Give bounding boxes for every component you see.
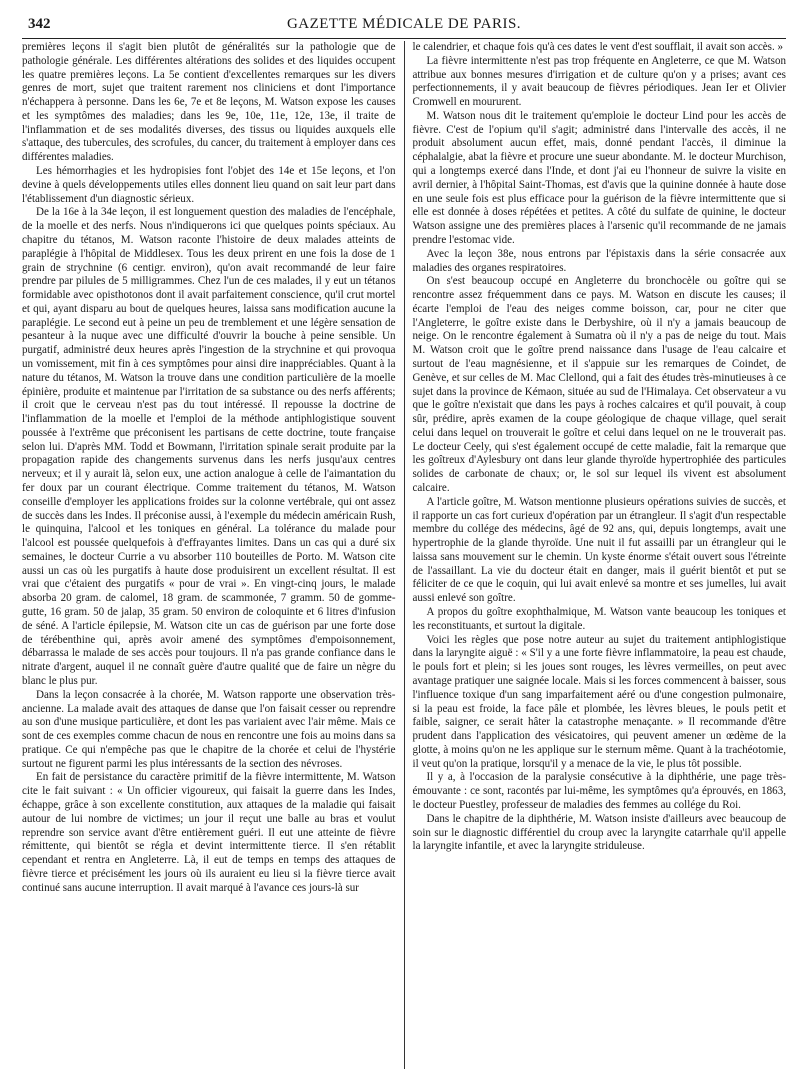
paragraph: Dans la leçon consacrée à la chorée, M. Watson rapporte une observation très-ancienne. La malade avait des attaques de danse que l'on faisait cesser ou reprendre au son d'une musique particulière, et dont les pas variaient avec l'air même. Mais ce sont de ces exemples comme chacun de nous en rencontre une fois au moins dans sa pratique. Ce qui n'empêche pas que le chapitre de la chorée et celui de l'hystérie surtout ne figurent parmi les plus intéressants de la section des névroses. — [22, 688, 396, 770]
paragraph: Avec la leçon 38e, nous entrons par l'épistaxis dans la série consacrée aux maladies des organes respiratoires. — [412, 247, 786, 274]
page-number: 342 — [28, 16, 51, 32]
paragraph: La fièvre intermittente n'est pas trop fréquente en Angleterre, ce que M. Watson attribue aux bonnes mesures d'irrigation et de culture qu'on y a prises; avant ces perfectionnements, il y avait beaucoup de fièvres périodiques. Jean Ier et Olivier Cromwell en moururent. — [412, 54, 786, 109]
left-column — [22, 41, 404, 1069]
paragraph: Dans le chapitre de la diphthérie, M. Watson insiste d'ailleurs avec beaucoup de soin sur le diagnostic différentiel du croup avec la laryngite catarrhale qu'il appelle la laryngite infantile, et avec la laryngite striduleuse. — [412, 812, 786, 853]
paragraph: le calendrier, et chaque fois qu'à ces dates le vent d'est soufflait, il avait son accès. » — [412, 41, 784, 53]
paragraph: En fait de persistance du caractère primitif de la fièvre intermittente, M. Watson cite le fait suivant : « Un officier vigoureux, qui faisait la guerre dans les Indes, échappe, grâce à son excellente constitution, aux attaques de la maladie qui faisait autour de lui nombre de victimes; un jour il reçut une balle au bras et voulut reprendre son service avant d'être entièrement guéri. Il eut une atteinte de fièvre rémittente, qui bientôt se régla et devint intermittente tierce. Il s'en rétablit cependant et rentra en Angleterre. Là, il eut de temps en temps des attaques de fièvre tierce et précisément les jours où ils auraient eu lieu si la fièvre tierce avait continué sans aucune interruption. Il avait marqué à l'avance ces jours-là sur — [22, 771, 396, 894]
running-title: GAZETTE MÉDICALE DE PARIS. — [286, 16, 522, 32]
paragraph: premières leçons il s'agit bien plutôt de généralités sur la pathologie que de pathologie générale. Les différentes altérations des solides et des liquides occupent les quatre premières leçons. La 5e contient d'excellentes remarques sur les divers genres de mort, sujet que traitent rarement nos cliniciens et dont l'importance n'échappera à personne. Dans les 6e, 7e et 8e leçons, M. Watson expose les causes et les symptômes des maladies; dans les 9e, 10e, 11e, 12e, 13e, il traite de l'inflammation et de ses modalités diverses, des tissus ou liquides auxquels elle s'attaque, des tubercules, des scrofules, du cancer, du traitement à employer dans ces différentes maladies. — [22, 41, 396, 164]
right-column — [405, 41, 787, 1069]
paragraph: Voici les règles que pose notre auteur au sujet du traitement antiphlogistique dans la laryngite aiguë : « S'il y a une forte fièvre inflammatoire, la peau est chaude, le pouls fort et plein; si les joues sont rouges, les lèvres vermeilles, on peut avec avantage pratiquer une saignée locale. Mais si les forces commencent à baisser, sous l'influence toxique d'un sang imparfaitement aéré ou d'une congestion pulmonaire, si la peau est froide, la face pâle et plombée, les lèvres bleues, le pouls petit et faible, saigner, ce serait hâter la catastrophe menaçante. » Il recommande d'être prudent dans l'application des vésicatoires, qui peuvent amener un œdème de la glotte, à moins qu'on ne les applique sur le sternum même. Quant à la trachéotomie, il veut qu'on la pratique, lorsqu'il y a menace de la vie, le plus tôt possible. — [412, 633, 786, 770]
paragraph: A propos du goître exophthalmique, M. Watson vante beaucoup les toniques et les reconstituants, et surtout la digitale. — [412, 606, 786, 632]
paragraph: Il y a, à l'occasion de la paralysie consécutive à la diphthérie, une page très-émouvante : ce sont, racontés par lui-même, les symptômes qu'a éprouvés, en 1863, le docteur Puestley, professeur de maladies des femmes au collége du Roi. — [412, 771, 786, 811]
paragraph: A l'article goître, M. Watson mentionne plusieurs opérations suivies de succès, et il rapporte un cas fort curieux d'opération par un étrangleur. Il s'agit d'un respectable membre du collége des médecins, âgé de 92 ans, qui, depuis longtemps, avait une hypertrophie de la glande thyroïde. Une nuit il fut assailli par un étrangleur qui le laissa sans mouvement sur le chemin. Un kyste énorme s'était ouvert sous l'étreinte de l'assaillant. La vie du docteur était en danger, mais il guérit bientôt et put se féliciter de ce que le coquin, qui lui avait enlevé sa montre et ses jumelles, lui avait aussi enlevé son goître. — [412, 495, 786, 605]
article-columns — [22, 41, 786, 1069]
paragraph: De la 16e à la 34e leçon, il est longuement question des maladies de l'encéphale, de la moelle et des nerfs. Nous n'indiquerons ici que quelques points spéciaux. Au chapitre du tétanos, M. Watson raconte l'histoire de deux malades atteints de paraplégie à l'hôpital de Middlesex. Tous les deux prirent en une fois la dose de 1 grain de strychnine (6 centigr. environ), qu'on avait recommandé de leur faire prendre par pilules de 5 milligrammes. Chez l'un de ces malades, il y eut un tétanos formidable avec opisthotonos dont il avait parfaitement conscience, qu'il crut mortel et qui, ayant disparu au bout de quelques heures, laissa sans modification aucune la paraplégie. Le second eut à peine un peu de tremblement et une légère sensation de pesanteur à la nuque avec une difficulté d'ouvrir la bouche à peine sensible. Un purgatif, administré deux heures après l'ingestion de la strychnine et qui provoqua un vomissement, mit fin à ces symptômes pour ainsi dire inappréciables. Quant à la nature du tétanos, M. Watson la trouve dans une condition particulière de la moelle épinière, produite et maintenue par l'irritation de sa substance ou des nerfs afférents; il croit que le cerveau n'est pas du tout intéressé. Il repousse la doctrine de l'inflammation de la moelle et l'emploi de la méthode antiphlogistique souvent poussée à l'extrême que préconisent les partisans de cette doctrine, toute française selon lui. D'après MM. Todd et Bowmann, l'irritation spinale serait produite par la propagation rapide des changements survenus dans les nerfs jusqu'aux centres nerveux; et il y aurait là, selon eux, une action analogue à celle de l'aimantation du fer doux par un courant électrique. Comme traitement du tétanos, M. Watson conseille d'employer les applications froides sur la colonne vertébrale, qui ont assez de succès dans les Indes. Il préconise aussi, à l'exemple du médecin américain Rush, le quinquina, l'alcool et les toniques en général. La tolérance du malade pour l'alcool est poussée quelquefois à d'effrayantes limites. Dans un cas qui a duré six semaines, le docteur Currie a vu absorber 110 bouteilles de Porto. M. Watson cite aussi un cas où les purgatifs à haute dose produisirent un excellent résultat. Il est vrai que c'étaient des purgatifs « pour de vrai ». En vingt-cinq jours, le malade absorba 20 gram. de calomel, 18 gram. de scammonée, 7 gramm. 50 de gomme-gutte, 16 gram. 50 de jalap, 35 gram. 50 environ de coloquinte et 6 litres d'infusion de séné. A l'article épilepsie, M. Watson cite un cas de guérison par une forte dose de térébenthine qui, après avoir amené des symptômes d'empoisonnement, débarrassa le malade de ses accès pour toujours. Il n'a pas grande confiance dans le nitrate d'argent, auquel il ne connaît guère d'autre qualité que de faire un nègre du blanc le plus pur. — [22, 206, 396, 687]
paragraph: M. Watson nous dit le traitement qu'emploie le docteur Lind pour les accès de fièvre. C'est de l'opium qu'il s'agit; administré dans l'intervalle des accès, il ne produit absolument aucun effet, mais, donné pendant l'accès, il diminue la céphalalgie, abat la fièvre et procure une sueur abondante. M. le docteur Murchison, qui a longtemps exercé dans l'Inde, et dont j'ai eu l'honneur de suivre la visite en avril dernier, à l'hôpital Saint-Thomas, est d'avis que la quinine donnée à haute dose en une seule fois est plus efficace pour la guérison de la fièvre intermittente que si elle est donnée à doses répétées et petites. A côté du sulfate de quinine, le docteur Watson assigne une des premières places à l'arsenic qu'il recommande de ne jamais prendre l'estomac vide. — [412, 109, 786, 246]
paragraph: Les hémorrhagies et les hydropisies font l'objet des 14e et 15e leçons, et l'on devine à quels développements utiles elles donnent lieu quand on sait leur part dans l'établissement d'un diagnostic sérieux. — [22, 165, 396, 205]
page-header — [22, 14, 786, 39]
paragraph: On s'est beaucoup occupé en Angleterre du bronchocèle ou goître qui se rencontre assez fréquemment dans ce pays. M. Watson en discute les causes; il écarte l'emploi de l'eau des neiges comme boisson, car, pour ne citer que l'Angleterre, le goître existe dans le Derbyshire, où il n'y a jamais beaucoup de neige. On le rencontre également à Sumatra où il n'y a pas de neige du tout. Mais M. Watson croit que le goître prend naissance dans l'usage de l'eau calcaire et surtout de l'eau magnésienne, et il s'appuie sur les remarques de Coindet, de Genève, et sur celles de M. Mac Clellond, qui a fait des études très-minutieuses à ce sujet dans la province de Kémaon, située au sud de l'Himalaya. Cet observateur a vu que le goître n'existait que dans les pays à roches calcaires et qu'il pouvait, à coup sûr, prédire, après examen de la coupe géologique de chaque village, quel serait celui dans lequel on trouverait le goître et celui dans lequel on ne le trouverait pas. Le docteur Ceely, qui s'est également occupé de cette maladie, fait la remarque que les goîtreux d'Aylesbury ont dans leur glande thyroïde hypertrophiée des particules solides de carbonate de chaux; or, le sol sur lequel ils vivent est absolument calcaire. — [412, 275, 786, 494]
